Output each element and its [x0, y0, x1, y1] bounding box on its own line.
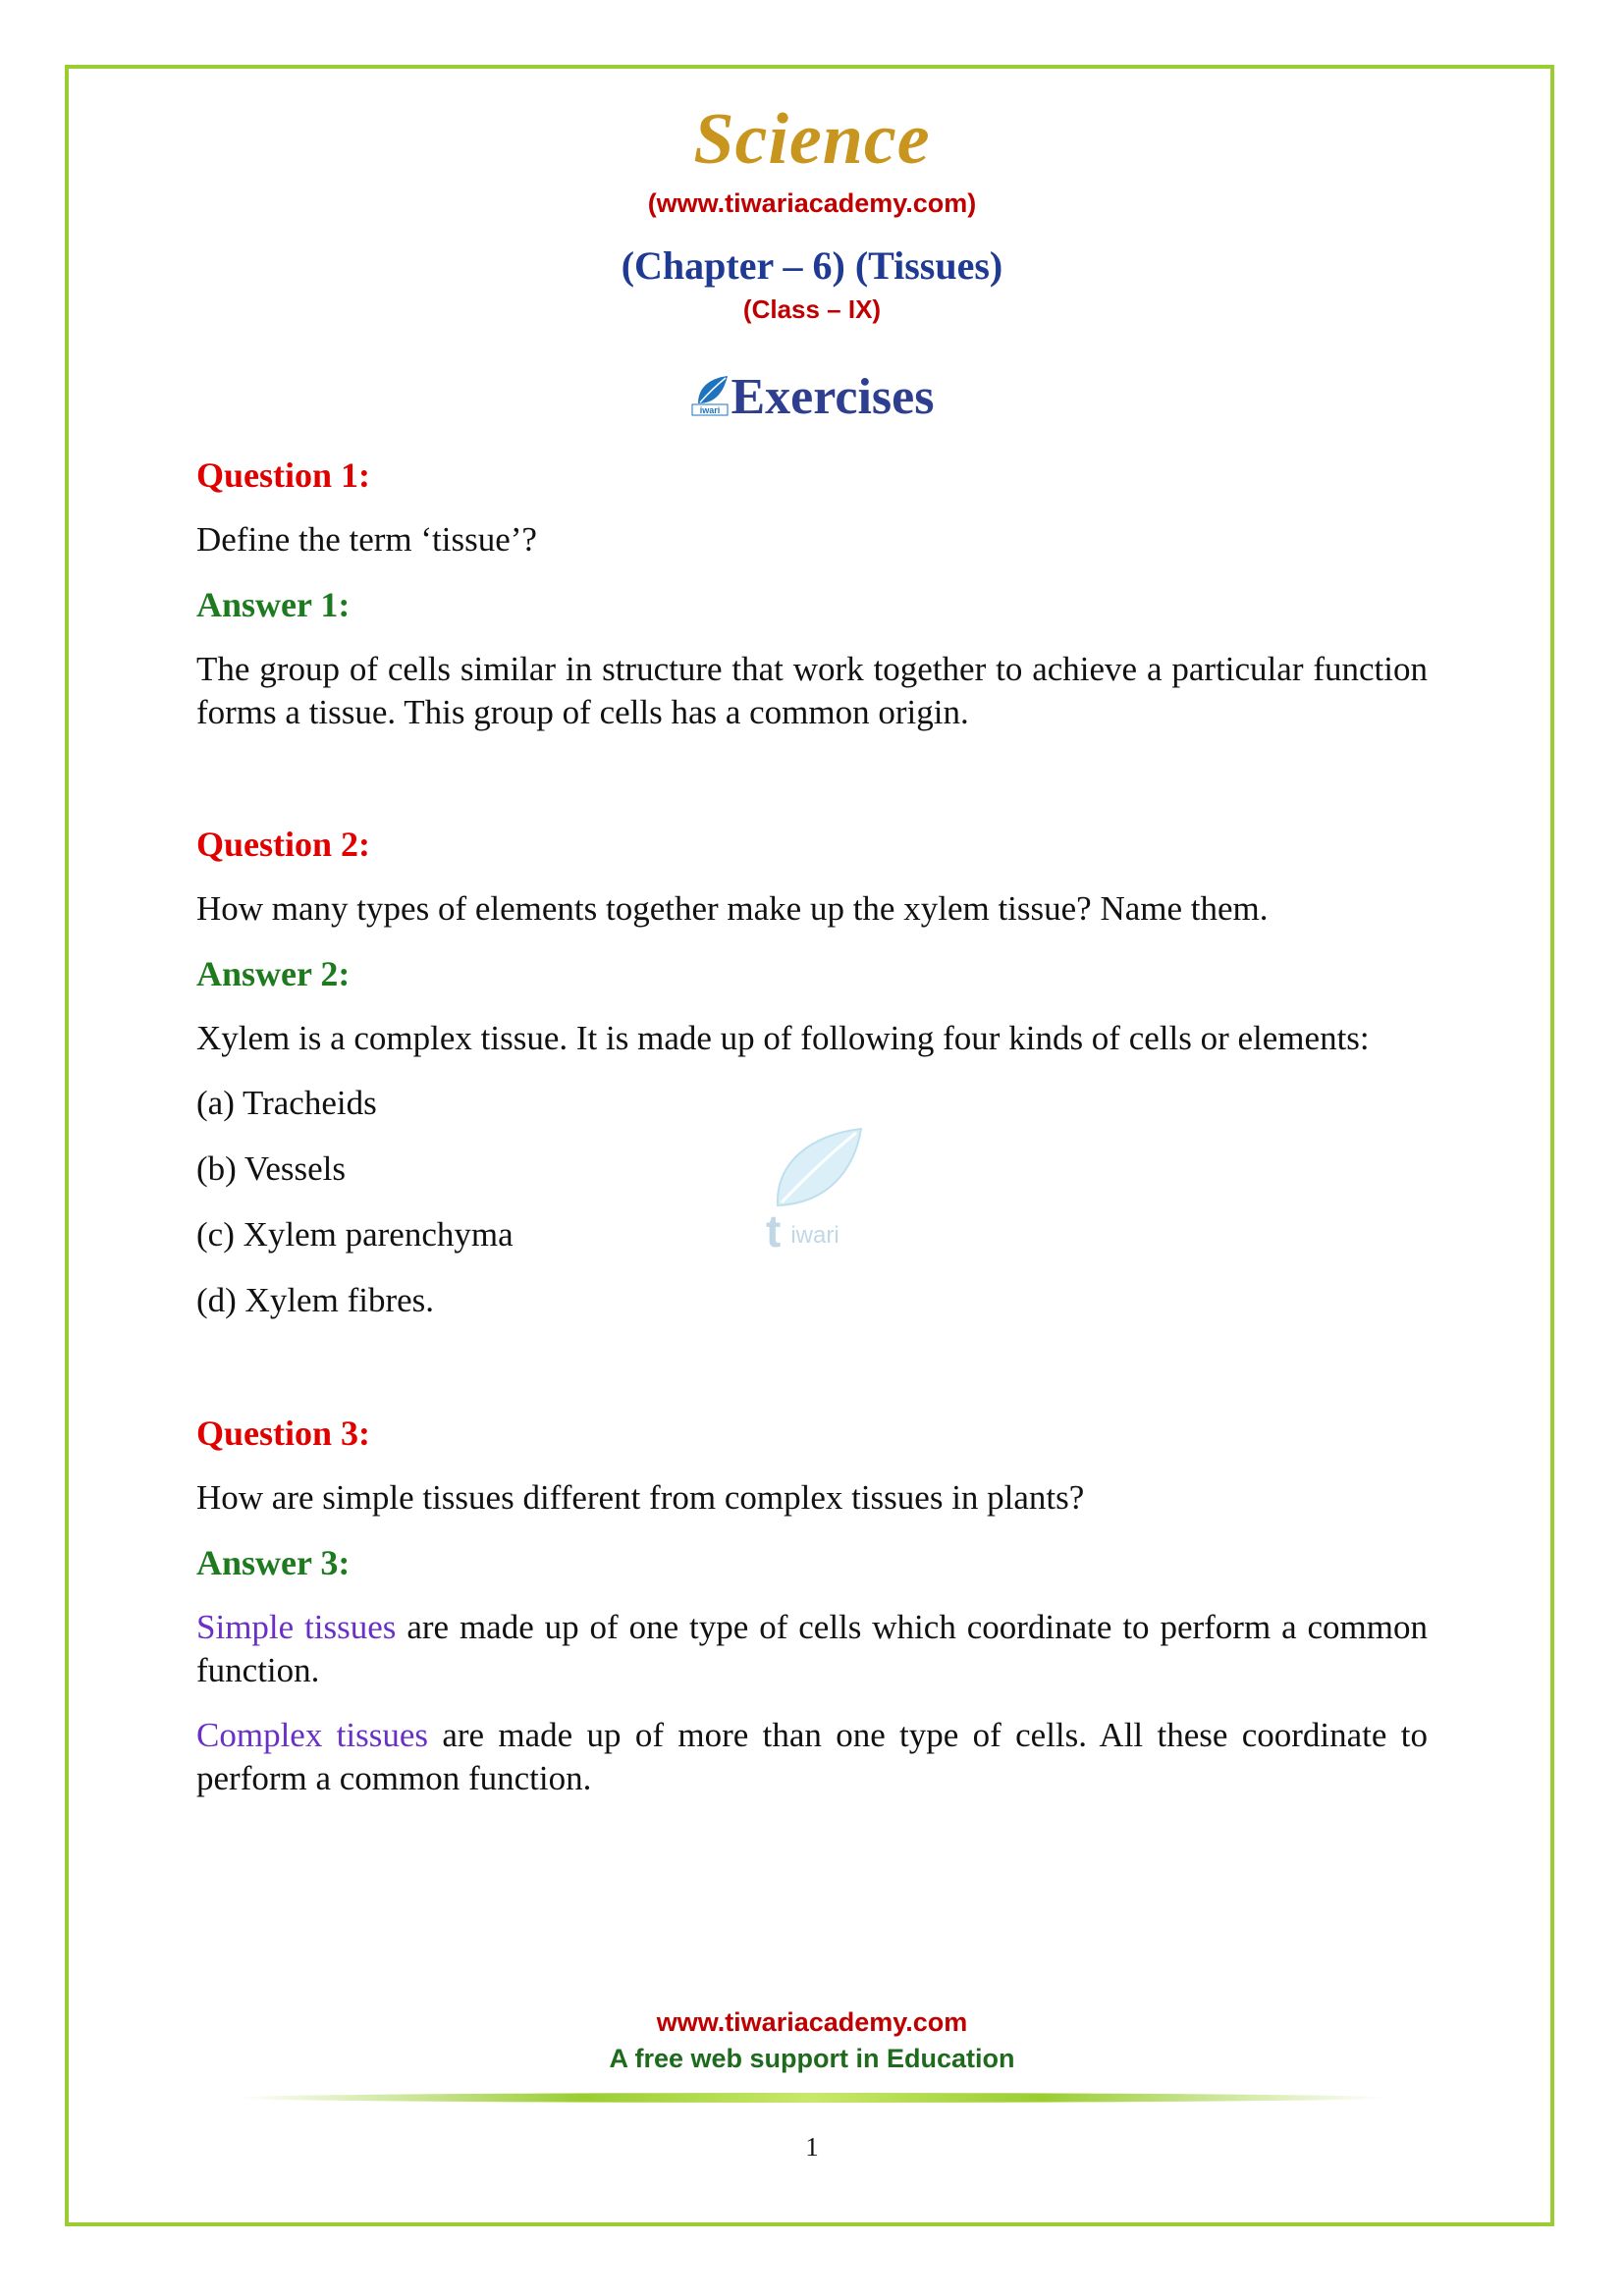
answer-3-complex: [196, 1714, 1428, 1800]
complex-tissues-text: are made up of more than one type of cells. All these coordinate to perform a common function.: [196, 1716, 1428, 1797]
question-1-text: Define the term ‘tissue’?: [196, 520, 537, 559]
answer-2-text: Xylem is a complex tissue. It is made up of following four kinds of cells or elements:: [196, 1019, 1370, 1057]
tiwari-leaf-logo-icon: [690, 374, 730, 417]
answer-2-item: (d) Xylem fibres.: [196, 1281, 435, 1319]
header-website: (www.tiwariacademy.com): [647, 188, 977, 218]
page-title: Science: [693, 99, 931, 180]
question-3-text: How are simple tissues different from complex tissues in plants?: [196, 1478, 1085, 1517]
footer-website: www.tiwariacademy.com: [656, 2007, 968, 2037]
page-number: 1: [805, 2132, 819, 2162]
spacer: [196, 756, 1428, 823]
question-1-label: Question 1:: [196, 455, 371, 495]
answer-2-label: Answer 2:: [196, 954, 351, 993]
watermark-text: iwari: [790, 1222, 839, 1249]
answer-1-label: Answer 1:: [196, 585, 351, 624]
section-heading-text: Exercises: [731, 369, 935, 425]
answer-3-label: Answer 3:: [196, 1543, 351, 1582]
answer-2-item: (c) Xylem parenchyma: [196, 1215, 514, 1254]
chapter-heading: (Chapter – 6) (Tissues): [621, 243, 1003, 288]
answer-1-text: The group of cells similar in structure that work together to achieve a particular function forms a tissue. This group of cells has a common origin.: [196, 650, 1428, 731]
answer-2-item: (b) Vessels: [196, 1149, 346, 1188]
question-3-label: Question 3:: [196, 1414, 371, 1453]
spacer: [196, 1345, 1428, 1412]
svg-text:t: t: [766, 1205, 782, 1250]
answer-2-item: (a) Tracheids: [196, 1084, 377, 1122]
answer-3-simple: [196, 1606, 1428, 1692]
footer-tagline: A free web support in Education: [609, 2044, 1015, 2073]
question-2-text: How many types of elements together make up the xylem tissue? Name them.: [196, 889, 1269, 928]
tiwari-leaf-watermark-icon: [758, 1127, 871, 1250]
complex-tissues-term: Complex tissues: [196, 1716, 429, 1754]
class-label: (Class – IX): [742, 294, 882, 324]
question-2-label: Question 2:: [196, 825, 371, 864]
footer-divider: [236, 2093, 1388, 2103]
section-heading: [0, 368, 1624, 426]
logo-text: iwari: [699, 405, 720, 416]
simple-tissues-term: Simple tissues: [196, 1608, 397, 1646]
simple-tissues-text: are made up of one type of cells which coordinate to perform a common function.: [196, 1608, 1428, 1689]
